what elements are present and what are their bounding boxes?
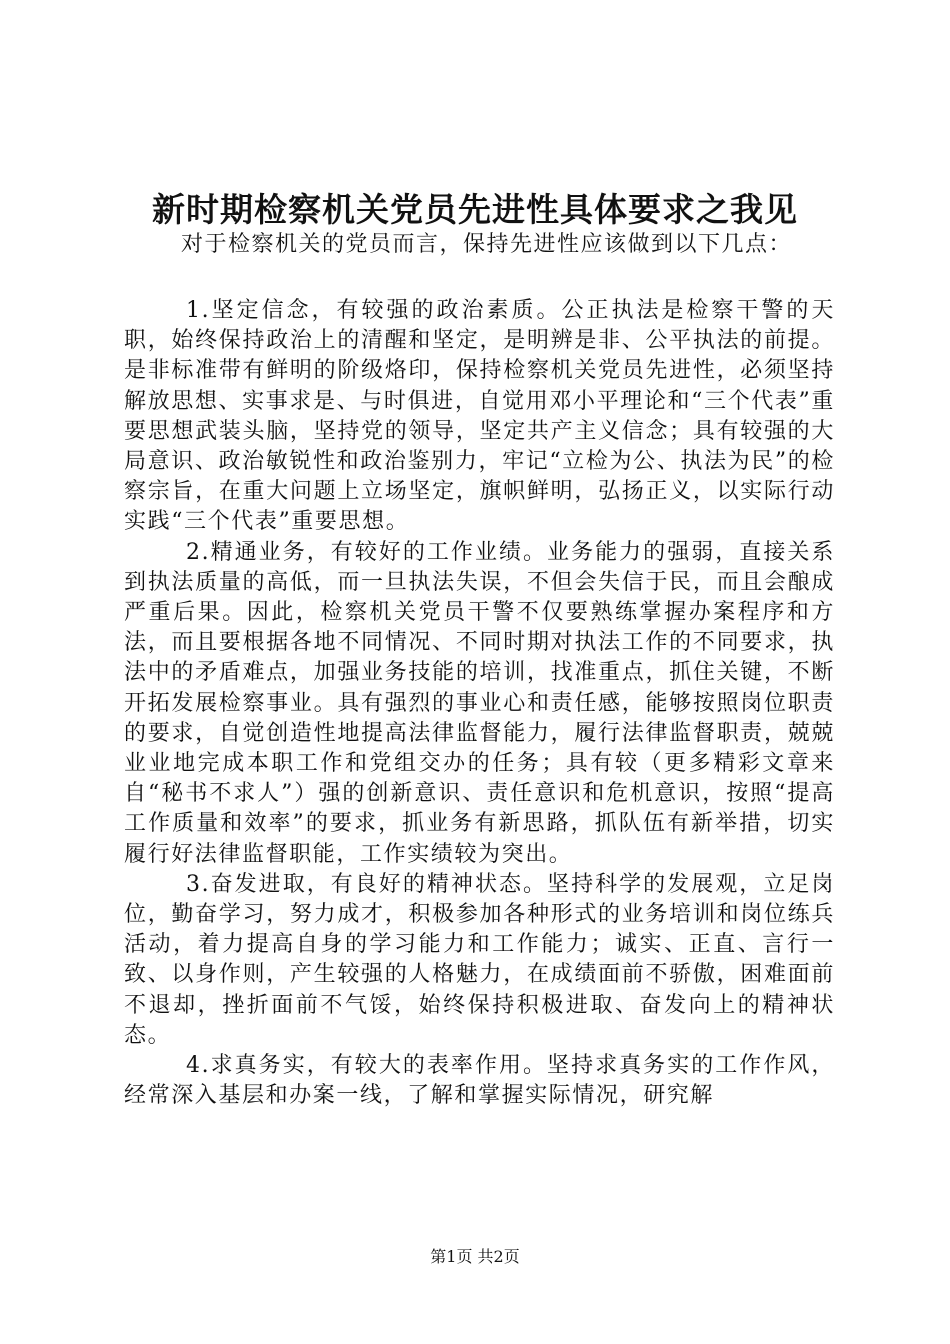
paragraph-1: 1.坚定信念，有较强的政治素质。公正执法是检察干警的天职，始终保持政治上的清醒和坚定，是明辨是非、公平执法的前提。是非标准带有鲜明的阶级烙印，保持检察机关党员先进性，必须坚持解放思想、实事求是、与时俱进，自觉用邓小平理论和“三个代表”重要思想武装头脑，坚持党的领导，坚定共产主义信念；具有较强的大局意识、政治敏锐性和政治鉴别力，牢记“立检为公、执法为民”的检察宗旨，在重大问题上立场坚定，旗帜鲜明，弘扬正义，以实际行动实践“三个代表”重要思想。 <box>124 298 835 535</box>
page-number-footer: 第1页 共2页 <box>430 1247 520 1266</box>
paragraph-4: 4.求真务实，有较大的表率作用。坚持求真务实的工作作风，经常深入基层和办案一线，了解和掌握实际情况，研究解 <box>124 1053 835 1109</box>
paragraph-2: 2.精通业务，有较好的工作业绩。业务能力的强弱，直接关系到执法质量的高低，而一旦执法失误，不但会失信于民，而且会酿成严重后果。因此，检察机关党员干警不仅要熟练掌握办案程序和方法，而且要根据各地不同情况、不同时期对执法工作的不同要求，执法中的矛盾难点，加强业务技能的培训，找准重点，抓住关键，不断开拓发展检察事业。具有强烈的事业心和责任感，能够按照岗位职责的要求，自觉创造性地提高法律监督能力，履行法律监督职责，兢兢业业地完成本职工作和党组交办的任务；具有较（更多精彩文章来自“秘书不求人”）强的创新意识、责任意识和危机意识，按照“提高工作质量和效率”的要求，抓业务有新思路，抓队伍有新举措，切实履行好法律监督职能，工作实绩较为突出。 <box>124 539 835 867</box>
intro-paragraph: 对于检察机关的党员而言，保持先进性应该做到以下几点： <box>181 232 793 257</box>
document-body <box>124 296 835 1111</box>
paragraph-3: 3.奋发进取，有良好的精神状态。坚持科学的发展观，立足岗位，勤奋学习，努力成才，积极参加各种形式的业务培训和岗位练兵活动，着力提高自身的学习能力和工作能力；诚实、正直、言行一致、以身作则，产生较强的人格魅力，在成绩面前不骄傲，困难面前不退却，挫折面前不气馁，始终保持积极进取、奋发向上的精神状态。 <box>124 871 835 1048</box>
document-title: 新时期检察机关党员先进性具体要求之我见 <box>152 190 798 229</box>
